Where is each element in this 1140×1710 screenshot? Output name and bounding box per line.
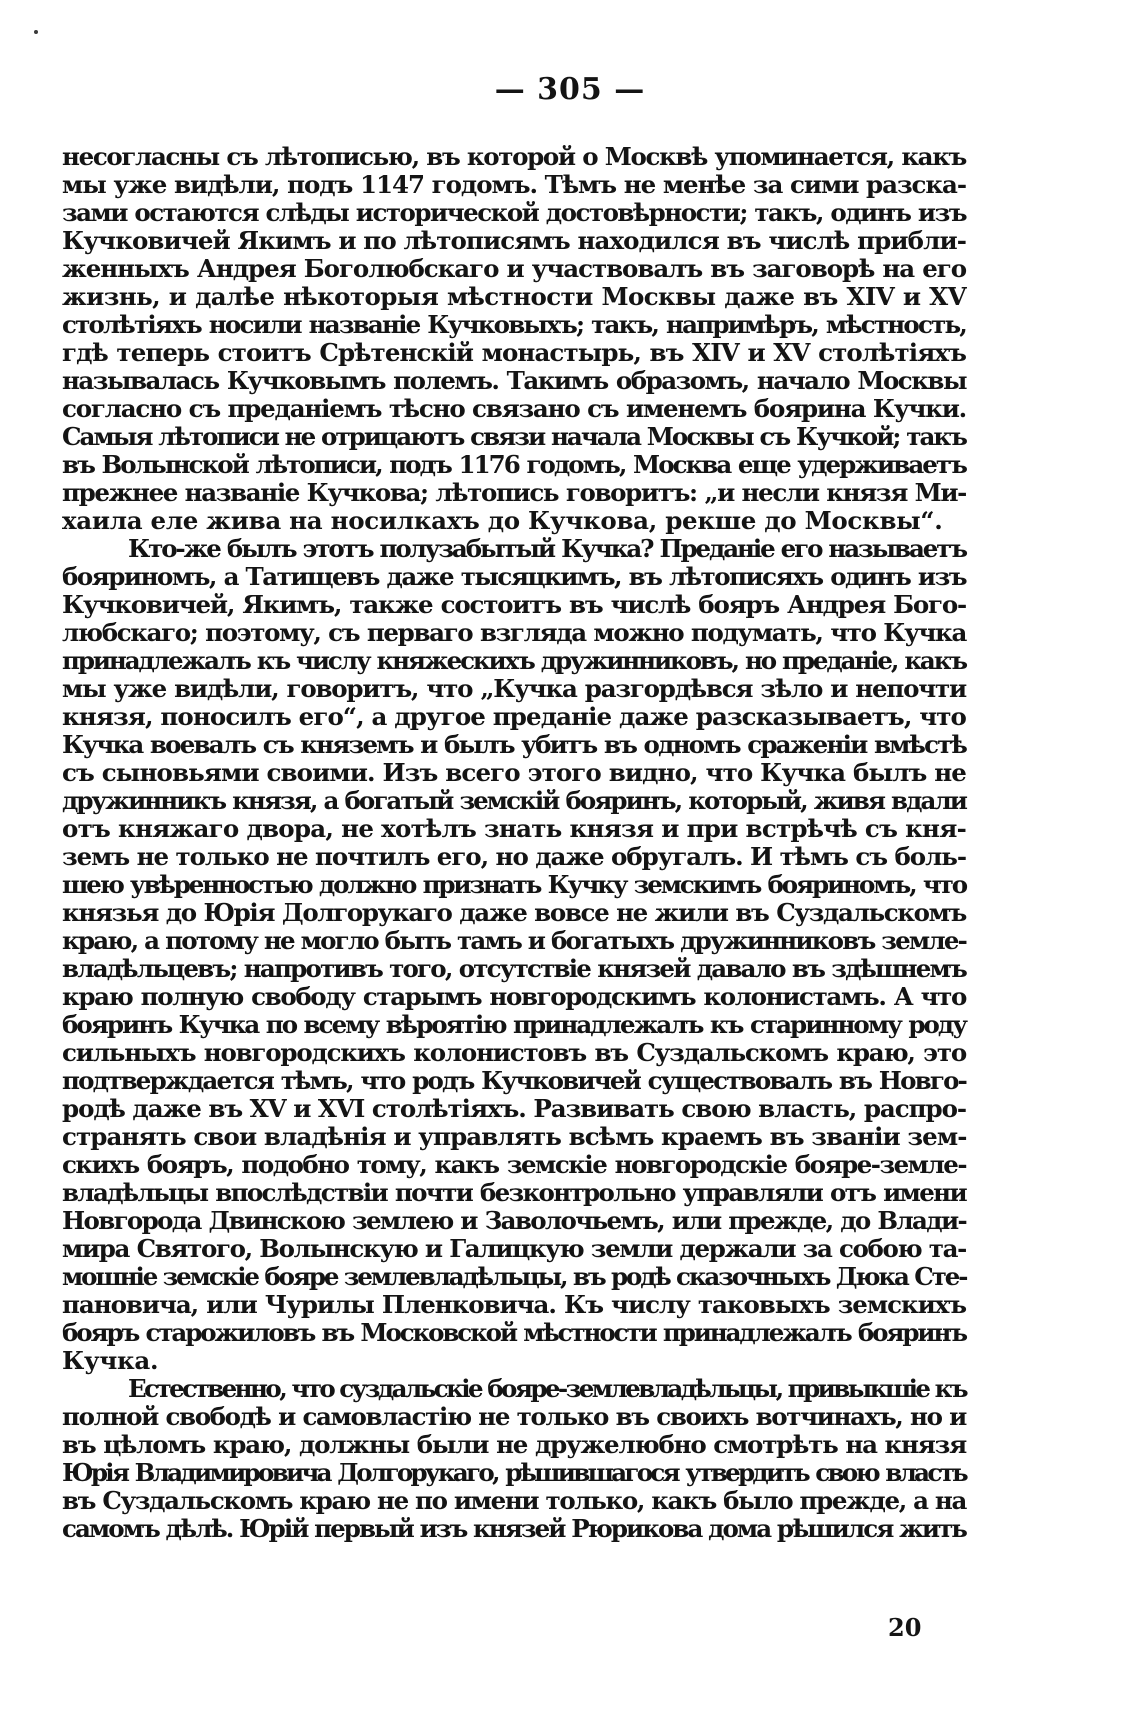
text-line: пановича, или Чурилы Пленковича. Къ числу таковыхъ земскихъ — [62, 1290, 966, 1319]
text-line: мы уже видѣли, говоритъ, что „Кучка разгордѣвся зѣло и непочти — [62, 674, 966, 703]
text-line: сильныхъ новгородскихъ колонистовъ въ Суздальскомъ краю, это — [62, 1038, 966, 1067]
text-line: прежнее названіе Кучкова; лѣтопись говоритъ: „и несли князя Ми- — [62, 478, 966, 507]
text-line: бояриномъ, а Татищевъ даже тысяцкимъ, въ лѣтописяхъ одинъ изъ — [62, 562, 966, 591]
text-line: Естественно, что суздальскіе бояре-землевладѣльцы, привыкшіе къ — [128, 1374, 966, 1403]
scan-speck — [34, 30, 38, 34]
text-line: зами остаются слѣды исторической достовѣрности; такъ, одинъ изъ — [62, 198, 966, 227]
text-line: князя, поносилъ его“, а другое преданіе даже разсказываетъ, что — [62, 702, 966, 731]
text-line: бояръ старожиловъ въ Московской мѣстности принадлежалъ бояринъ — [62, 1318, 966, 1347]
text-line: въ Суздальскомъ краю не по имени только, какъ было прежде, а на — [62, 1486, 966, 1515]
paragraph — [62, 535, 966, 1375]
paragraph — [62, 143, 966, 535]
text-line: столѣтіяхъ носили названіе Кучковыхъ; такъ, напримѣръ, мѣстность, — [62, 310, 966, 339]
text-line: странять свои владѣнія и управлять всѣмъ краемъ въ званіи зем- — [62, 1122, 967, 1151]
text-line: Самыя лѣтописи не отрицаютъ связи начала Москвы съ Кучкой; такъ — [62, 422, 966, 451]
text-line: въ цѣломъ краю, должны были не дружелюбно смотрѣть на князя — [62, 1430, 966, 1459]
signature-mark: 20 — [888, 1613, 922, 1642]
text-line: отъ княжаго двора, не хотѣлъ знать князя и при встрѣчѣ съ кня- — [62, 814, 966, 843]
text-line: родѣ даже въ XV и XVI столѣтіяхъ. Развивать свою власть, распро- — [62, 1094, 966, 1123]
text-line: самомъ дѣлѣ. Юрій первый изъ князей Рюрикова дома рѣшился жить — [62, 1514, 966, 1543]
text-line: скихъ бояръ, подобно тому, какъ земскіе новгородскіе бояре-земле- — [62, 1150, 966, 1179]
text-line: жизнь, и далѣе нѣкоторыя мѣстности Москвы даже въ XIV и XV — [62, 282, 966, 311]
text-line: любскаго; поэтому, съ перваго взгляда можно подумать, что Кучка — [62, 618, 966, 647]
text-line: мира Святого, Волынскую и Галицкую земли держали за собою та- — [62, 1234, 966, 1263]
text-line: Новгорода Двинскою землею и Заволочьемъ, или прежде, до Влади- — [62, 1206, 966, 1235]
text-line: князья до Юрія Долгорукаго даже вовсе не жили въ Суздальскомъ — [62, 898, 966, 927]
text-line: владѣльцевъ; напротивъ того, отсутствіе князей давало въ здѣшнемъ — [62, 954, 966, 983]
page-number: — 305 — — [494, 72, 646, 107]
text-line: называлась Кучковымъ полемъ. Такимъ образомъ, начало Москвы — [62, 366, 966, 395]
text-line: въ Волынской лѣтописи, подъ 1176 годомъ, Москва еще удерживаетъ — [62, 450, 966, 479]
text-line: Кучковичей, Якимъ, также состоитъ въ числѣ бояръ Андрея Бого- — [62, 590, 966, 619]
text-line: дружинникъ князя, а богатый земскій бояринъ, который, живя вдали — [62, 786, 966, 815]
paragraph — [62, 1375, 966, 1543]
text-line: Юрія Владимировича Долгорукаго, рѣшившагося утвердить свою власть — [62, 1458, 966, 1487]
text-line: женныхъ Андрея Боголюбскаго и участвовалъ въ заговорѣ на его — [62, 254, 966, 283]
text-line: Кучковичей Якимъ и по лѣтописямъ находился въ числѣ прибли- — [62, 226, 966, 255]
text-line: мы уже видѣли, подъ 1147 годомъ. Тѣмъ не менѣе за сими разска- — [62, 170, 966, 199]
text-line: бояринъ Кучка по всему вѣроятію принадлежалъ къ старинному роду — [62, 1010, 966, 1039]
text-line: краю, а потому не могло быть тамъ и богатыхъ дружинниковъ земле- — [62, 926, 966, 955]
text-line: шею увѣренностью должно признать Кучку земскимъ бояриномъ, что — [62, 870, 966, 899]
text-line: владѣльцы впослѣдствіи почти безконтрольно управляли отъ имени — [62, 1178, 966, 1207]
text-line: полной свободѣ и самовластію не только въ своихъ вотчинахъ, но и — [62, 1402, 966, 1431]
text-line: мошніе земскіе бояре землевладѣльцы, въ родѣ сказочныхъ Дюка Сте- — [62, 1262, 967, 1291]
text-line: согласно съ преданіемъ тѣсно связано съ именемъ боярина Кучки. — [62, 394, 966, 423]
text-line: хаила еле жива на носилкахъ до Кучкова, рекше до Москвы“. — [62, 506, 943, 535]
text-line: земъ не только не почтилъ его, но даже обругалъ. И тѣмъ съ боль- — [62, 842, 966, 871]
text-line: подтверждается тѣмъ, что родъ Кучковичей существовалъ въ Новго- — [62, 1066, 966, 1095]
text-line: краю полную свободу старымъ новгородскимъ колонистамъ. А что — [62, 982, 966, 1011]
text-line: Кто-же былъ этотъ полузабытый Кучка? Преданіе его называетъ — [128, 534, 966, 563]
text-line: Кучка воевалъ съ княземъ и былъ убитъ въ одномъ сраженіи вмѣстѣ — [62, 730, 966, 759]
text-line: несогласны съ лѣтописью, въ которой о Москвѣ упоминается, какъ — [62, 142, 966, 171]
body-text — [62, 143, 966, 1543]
text-line: Кучка. — [62, 1346, 159, 1375]
text-line: съ сыновьями своими. Изъ всего этого видно, что Кучка былъ не — [62, 758, 966, 787]
text-line: принадлежалъ къ числу княжескихъ дружинниковъ, но преданіе, какъ — [62, 646, 966, 675]
text-line: гдѣ теперь стоитъ Срѣтенскій монастырь, въ XIV и XV столѣтіяхъ — [62, 338, 966, 367]
